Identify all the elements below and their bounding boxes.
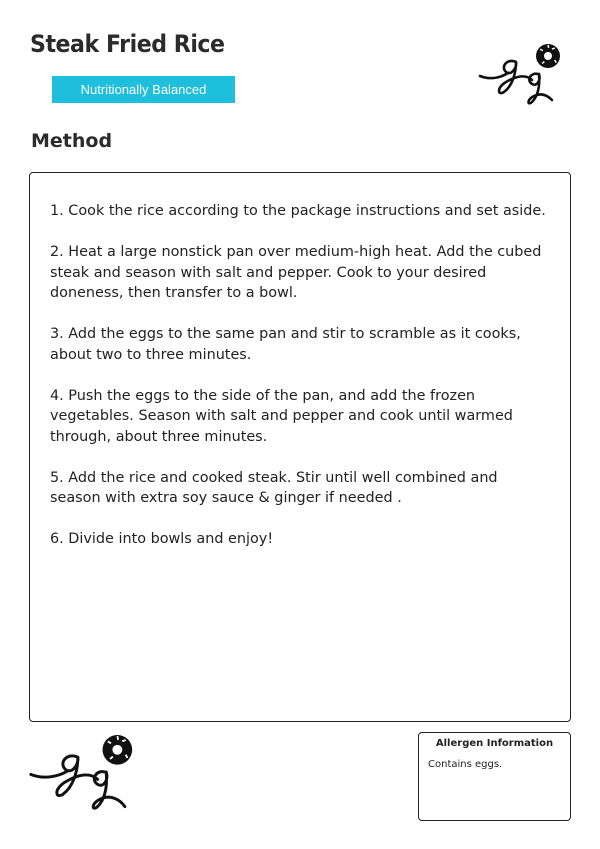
allergen-text: Contains eggs. — [428, 759, 503, 770]
method-step-5: 5. Add the rice and cooked steak. Stir until well combined and season with extra soy sauce & ginger if needed . — [50, 469, 498, 506]
allergen-title: Allergen Information — [435, 738, 554, 749]
allergen-panel — [418, 732, 571, 821]
method-step-2: 2. Heat a large nonstick pan over medium-high heat. Add the cubed steak and season with salt and pepper. Cook to your desired doneness, then transfer to a bowl. — [50, 244, 542, 301]
method-step-4: 4. Push the eggs to the side of the pan, and add the frozen vegetables. Season with salt and pepper and cook until warmed through, about three minutes. — [50, 387, 513, 445]
gg-donut-logo — [28, 730, 140, 814]
recipe-title: Steak Fried Rice — [30, 30, 225, 58]
method-heading: Method — [31, 130, 113, 152]
method-panel — [29, 172, 571, 722]
nutrition-badge: Nutritionally Balanced — [52, 76, 235, 103]
method-step-3: 3. Add the eggs to the same pan and stir to scramble as it cooks, about two to three minutes. — [50, 326, 521, 363]
gg-donut-logo — [476, 40, 566, 108]
method-step-1: 1. Cook the rice according to the package instructions and set aside. — [50, 203, 546, 219]
method-step-6: 6. Divide into bowls and enjoy! — [50, 531, 274, 547]
